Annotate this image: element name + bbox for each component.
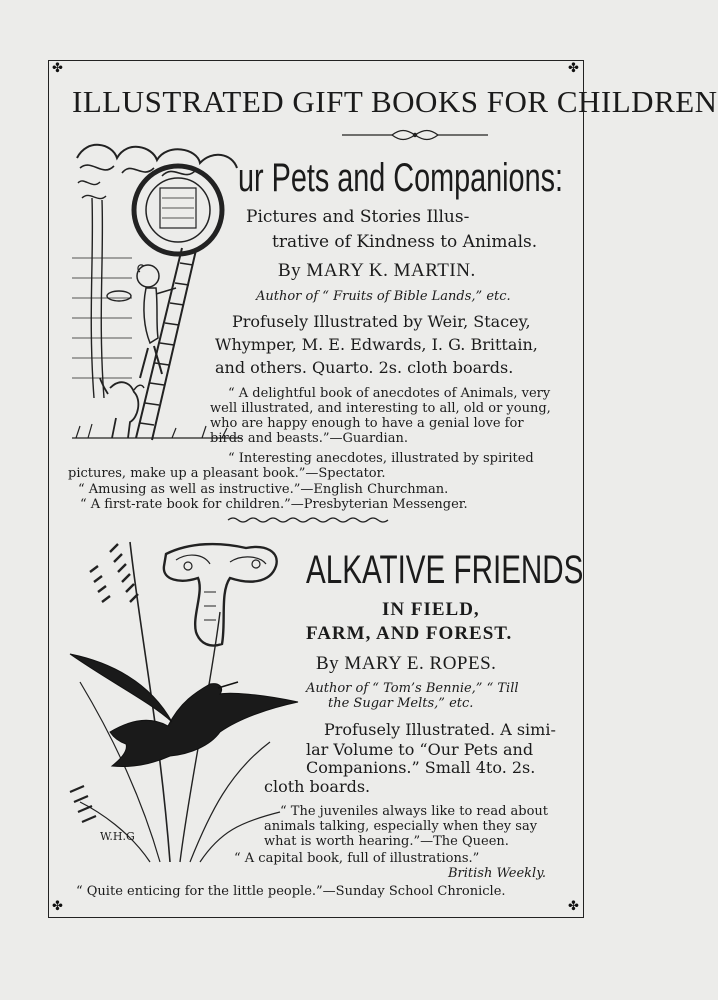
book2-subtitle: FARM, AND FOREST.: [306, 623, 513, 644]
book2-author-credit: the Sugar Melts,” etc.: [328, 696, 474, 711]
book2-description: Profusely Illustrated. A simi-: [324, 720, 556, 739]
book1-subtitle: Pictures and Stories Illus-: [246, 207, 470, 227]
corner-ornament-icon: ✤: [52, 899, 63, 914]
book1-description: Profusely Illustrated by Weir, Stacey,: [232, 312, 531, 331]
corner-ornament-icon: ✤: [52, 61, 63, 76]
book1-review: “ Interesting anecdotes, illustrated by spirited: [228, 451, 534, 466]
corner-ornament-icon: ✤: [568, 899, 579, 914]
book2-title: ALKATIVE FRIENDS: [306, 548, 584, 592]
book1-review: birds and beasts.”—Guardian.: [210, 431, 408, 446]
book2-description: Companions.” Small 4to. 2s.: [306, 758, 536, 777]
book1-review: “ A first-rate book for children.”—Presbyterian Messenger.: [80, 497, 468, 512]
book2-review: “ A capital book, full of illustrations.”: [234, 851, 480, 866]
book1-description: and others. Quarto. 2s. cloth boards.: [215, 358, 514, 377]
book1-review: pictures, make up a pleasant book.”—Spectator.: [68, 466, 386, 481]
book2-review: “ Quite enticing for the little people.”—Sunday School Chronicle.: [76, 884, 506, 899]
book2-review-source: British Weekly.: [448, 866, 546, 881]
book2-description: lar Volume to “Our Pets and: [306, 740, 534, 759]
book2-review: animals talking, especially when they say: [264, 819, 538, 834]
page-heading: ILLUSTRATED GIFT BOOKS FOR CHILDREN: [72, 84, 718, 119]
book2-author: By MARY E. ROPES.: [316, 653, 497, 674]
divider-ornament-icon: [340, 128, 490, 142]
book2-description: cloth boards.: [264, 777, 371, 796]
book2-review: what is worth hearing.”—The Queen.: [264, 834, 509, 849]
book2-subtitle: IN FIELD,: [382, 599, 480, 620]
book2-author-credit: Author of “ Tom’s Bennie,” “ Till: [306, 681, 519, 696]
book1-review: “ A delightful book of anecdotes of Animals, very: [228, 386, 551, 401]
wavy-divider-icon: [228, 516, 388, 524]
book1-review: who are happy enough to have a genial love for: [210, 416, 524, 431]
artist-monogram: W.H.G: [100, 830, 135, 843]
book1-review: “ Amusing as well as instructive.”—English Churchman.: [78, 482, 449, 497]
book2-review: “ The juveniles always like to read about: [280, 804, 549, 819]
book1-review: well illustrated, and interesting to all, old or young,: [210, 401, 551, 416]
book1-subtitle: trative of Kindness to Animals.: [272, 232, 538, 252]
book1-title: ur Pets and Companions:: [238, 156, 563, 200]
book1-description: Whymper, M. E. Edwards, I. G. Brittain,: [215, 335, 538, 354]
book1-author-credit: Author of “ Fruits of Bible Lands,” etc.: [256, 289, 511, 304]
book1-author: By MARY K. MARTIN.: [278, 260, 476, 281]
corner-ornament-icon: ✤: [568, 61, 579, 76]
